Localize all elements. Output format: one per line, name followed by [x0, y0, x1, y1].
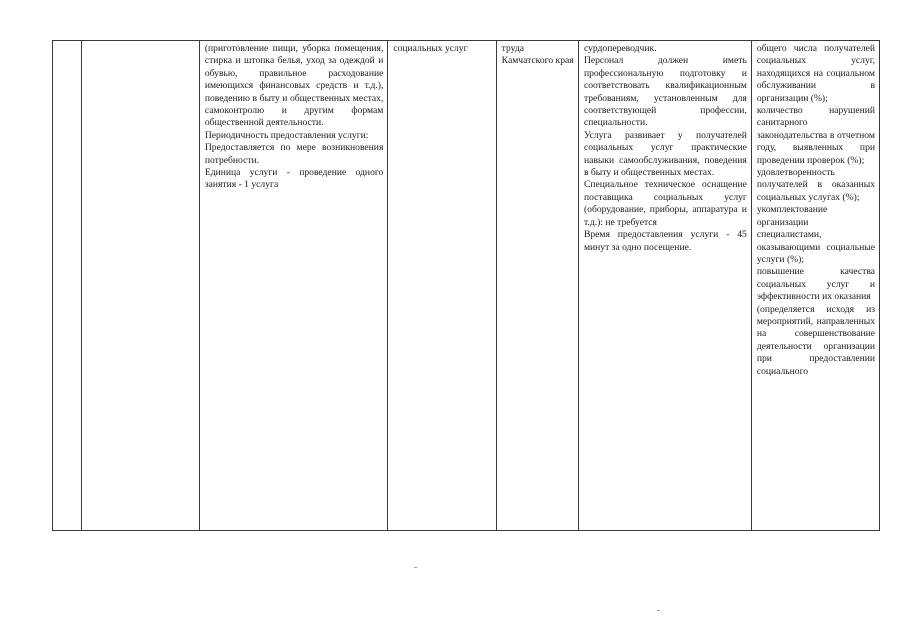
- conditions-paragraph: Время предоставления услуги - 45 минут за одно посещение.: [583, 229, 747, 253]
- indicator-item: (определяется исходя из мероприятий, направленных на совершенствование деятельности организации при предоставлении социального: [756, 303, 875, 377]
- indicator-item: укомплектование организации специалистами, оказывающими социальные услуги (%);: [756, 204, 875, 265]
- conditions-paragraph: сурдопереводчик.: [583, 43, 657, 54]
- cell-quality-indicators: [751, 41, 879, 531]
- document-table: [52, 40, 880, 531]
- cell-authority: труда Камчатского края: [496, 41, 578, 531]
- cell-service-name: [82, 41, 200, 531]
- cell-service-description: [199, 41, 388, 531]
- scan-speck: [657, 610, 660, 611]
- periodicity-label: Периодичность предоставления услуги:: [204, 129, 369, 141]
- scan-speck: [414, 567, 417, 568]
- conditions-paragraph: Услуга развивает у получателей социальных услуг практические навыки самообслуживания, поведения в быту и общественных местах.: [583, 129, 747, 179]
- cell-number: [53, 41, 82, 531]
- conditions-paragraph: Специальное техническое оснащение поставщика социальных услуг (оборудование, приборы, аппаратура и т.д.): не требуется: [583, 179, 747, 228]
- cell-conditions: [578, 41, 751, 531]
- description-paragraph: (приготовление пищи, уборка помещения, стирка и штопка белья, уход за одеждой и обувью, правильное расходование имеющихся финансовых средств и т.д.), поведению в быту и общественных местах, самоконтролю и другим формам общественной деятельности.: [204, 43, 384, 129]
- periodicity-value: Предоставляется по мере возникновения потребности.: [204, 142, 384, 166]
- table-row: [53, 41, 880, 531]
- indicator-item: удовлетворенность получателей в оказанных социальных услугах (%);: [756, 167, 875, 203]
- service-unit: Единица услуги - проведение одного занятия - 1 услуга: [204, 167, 384, 191]
- indicator-item: общего числа получателей социальных услуг, находящихся на социальном обслуживании в организации (%);: [756, 43, 875, 104]
- cell-service-form: социальных услуг: [388, 41, 496, 531]
- indicator-item: повышение качества социальных услуг и эффективности их оказания: [756, 266, 875, 303]
- indicator-item: количество нарушений санитарного законодательства в отчетном году, выявленных при проведении проверок (%);: [756, 105, 875, 166]
- conditions-paragraph: Персонал должен иметь профессиональную подготовку и соответствовать квалификационным требованиям, установленным для соответствующей профессии, специальности.: [583, 55, 747, 129]
